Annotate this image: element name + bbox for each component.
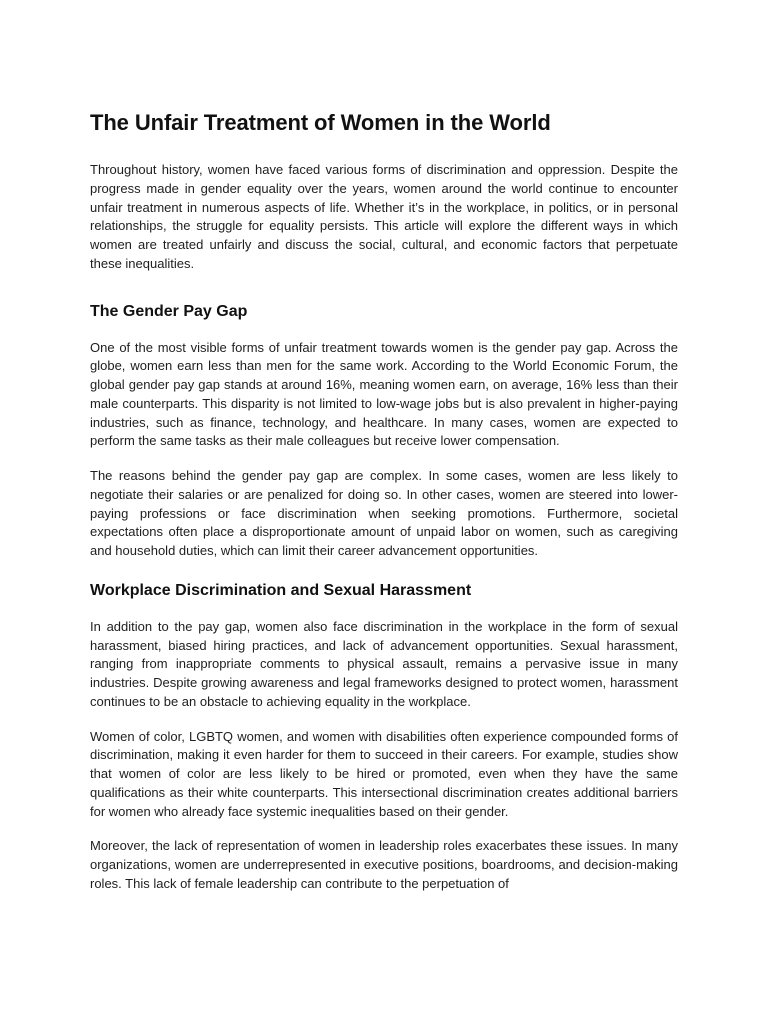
section-heading-workplace-discrimination: Workplace Discrimination and Sexual Harassment [90,581,472,599]
paragraph-workplace-3: Moreover, the lack of representation of women in leadership roles exacerbates these issues. In many organizations, women are underrepresented in executive positions, boardrooms, and decision-making roles. This lack of female leadership can contribute to the perpetuation of [90,838,678,891]
paragraph-pay-gap-2: The reasons behind the gender pay gap are complex. In some cases, women are less likely to negotiate their salaries or are penalized for doing so. In other cases, women are steered into lower-paying professions or face discrimination when seeking promotions. Furthermore, societal expectations often place a disproportionate amount of unpaid labor on women, such as caregiving and household duties, which can limit their career advancement opportunities. [90,468,678,558]
paragraph-workplace-1: In addition to the pay gap, women also face discrimination in the workplace in the form of sexual harassment, biased hiring practices, and lack of advancement opportunities. Sexual harassment, ranging from inappropriate comments to physical assault, remains a pervasive issue in many industries. Despite growing awareness and legal frameworks designed to protect women, harassment continues to be an obstacle to achieving equality in the workplace. [90,618,678,709]
section-heading-gender-pay-gap: The Gender Pay Gap [90,302,248,320]
paragraph-pay-gap-1: One of the most visible forms of unfair treatment towards women is the gender pay gap. Across the globe, women earn less than men for the same work. According to the World Economic Forum, the global gender pay gap stands at around 16%, meaning women earn, on average, 16% less than their male counterparts. This disparity is not limited to low-wage jobs but is also prevalent in higher-paying industries, such as finance, technology, and healthcare. In many cases, women are expected to perform the same tasks as their male colleagues but receive lower compensation. [90,339,678,449]
paragraph-workplace-2: Women of color, LGBTQ women, and women with disabilities often experience compounded forms of discrimination, making it even harder for them to succeed in their careers. For example, studies show that women of color are less likely to be hired or promoted, even when they have the same qualifications as their white counterparts. This intersectional discrimination creates additional barriers for women who already face systemic inequalities based on their gender. [90,728,678,819]
intro-paragraph: Throughout history, women have faced various forms of discrimination and oppression. Despite the progress made in gender equality over the years, women around the world continue to encounter unfair treatment in numerous aspects of life. Whether it’s in the workplace, in politics, or in personal relationships, the struggle for equality persists. This article will explore the different ways in which women are treated unfairly and discuss the social, cultural, and economic factors that perpetuate these inequalities. [90,162,678,271]
document-page [90,108,678,894]
document-title: The Unfair Treatment of Women in the World [90,110,551,135]
